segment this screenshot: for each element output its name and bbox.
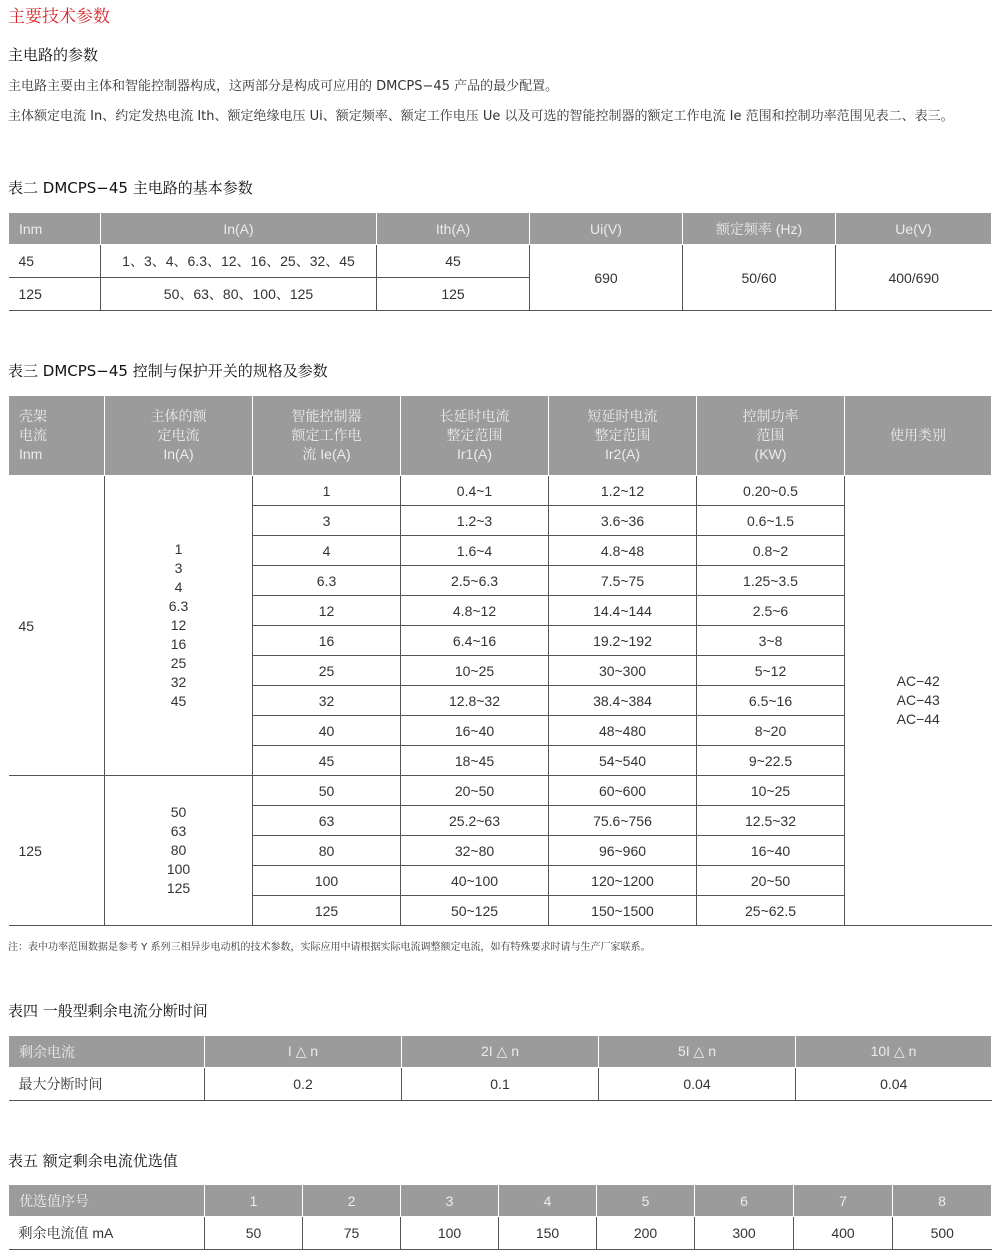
table2-cell: 125 (9, 278, 101, 311)
table2-header-ui: Ui(V) (530, 213, 683, 245)
table5-header: 1 (205, 1185, 303, 1217)
section-title: 主要技术参数 (8, 7, 110, 27)
table3-header-ir2: 短延时电流 整定范围 Ir2(A) (549, 396, 697, 476)
table3-header-category: 使用类别 (845, 396, 992, 476)
table3-in-values-cell (105, 776, 253, 926)
table3-in-value: 32 (170, 674, 187, 690)
table3-cell: 19.2~192 (549, 626, 697, 656)
table4-header-row (9, 1036, 992, 1068)
table3-in-value: 25 (170, 655, 187, 671)
table4-header: 10I △ n (796, 1036, 992, 1068)
table3-cell: 3 (253, 506, 401, 536)
table3-cell: 125 (253, 896, 401, 926)
table5-header: 5 (597, 1185, 695, 1217)
table3-cell: 12 (253, 596, 401, 626)
table3-in-value: 1 (174, 541, 183, 557)
table3-cell: 48~480 (549, 716, 697, 746)
table3-cell: 0.8~2 (697, 536, 845, 566)
table4-title: 表四 一般型剩余电流分断时间 (8, 1002, 208, 1020)
table3-title: 表三 DMCPS−45 控制与保护开关的规格及参数 (8, 362, 328, 380)
table2 (8, 212, 992, 311)
table5-header: 3 (401, 1185, 499, 1217)
table3-cell: 4.8~48 (549, 536, 697, 566)
table3-category-value: AC−42 (896, 673, 940, 689)
table5-cell: 500 (893, 1217, 992, 1250)
table2-header-ith: Ith(A) (377, 213, 530, 245)
table3-header-in: 主体的额 定电流 In(A) (105, 396, 253, 476)
table5-cell: 50 (205, 1217, 303, 1250)
table3-category-value: AC−44 (896, 711, 940, 727)
table2-ui-value: 690 (530, 245, 683, 311)
table5-title: 表五 额定剩余电流优选值 (8, 1152, 178, 1170)
table4-header: I △ n (205, 1036, 402, 1068)
table5-cell: 400 (794, 1217, 893, 1250)
table5-header-row (9, 1185, 992, 1217)
table2-ue-value: 400/690 (836, 245, 992, 311)
table5-header: 2 (303, 1185, 401, 1217)
table2-cell: 125 (377, 278, 530, 311)
table3-cell: 1.25~3.5 (697, 566, 845, 596)
table3-in-value: 125 (166, 880, 191, 896)
table3-cell: 50~125 (401, 896, 549, 926)
table3-cell: 1.2~3 (401, 506, 549, 536)
table2-title: 表二 DMCPS−45 主电路的基本参数 (8, 179, 253, 197)
table3-in-value: 100 (166, 861, 191, 877)
table3-cell: 3.6~36 (549, 506, 697, 536)
table3-cell: 12.8~32 (401, 686, 549, 716)
table3-in-value: 6.3 (168, 598, 189, 614)
intro-paragraph-2: 主体额定电流 In、约定发热电流 Ith、额定绝缘电压 Ui、额定频率、额定工作电压 Ue 以及可选的智能控制器的额定工作电流 Ie 范围和控制功率范围见表二、表三。 (8, 109, 954, 124)
table2-cell: 45 (9, 245, 101, 278)
table5-header: 8 (893, 1185, 992, 1217)
table3-cell: 60~600 (549, 776, 697, 806)
table-note: 注：表中功率范围数据是参考 Y 系列三相异步电动机的技术参数，实际应用中请根据实际电流调整额定电流，如有特殊要求时请与生产厂家联系。 (8, 942, 651, 953)
table3-cell: 120~1200 (549, 866, 697, 896)
table3-cell: 3~8 (697, 626, 845, 656)
table3-cell: 45 (253, 746, 401, 776)
table3-cell: 75.6~756 (549, 806, 697, 836)
table5-cell: 剩余电流值 mA (9, 1217, 205, 1250)
table3-cell: 16~40 (401, 716, 549, 746)
table3-category-value: AC−43 (896, 692, 940, 708)
table3-cell: 12.5~32 (697, 806, 845, 836)
table3-cell: 50 (253, 776, 401, 806)
table4-cell: 最大分断时间 (9, 1068, 205, 1101)
table3-cell: 0.4~1 (401, 476, 549, 506)
table-row (9, 476, 992, 506)
table3-cell: 6.5~16 (697, 686, 845, 716)
table3-cell: 25.2~63 (401, 806, 549, 836)
table-row (9, 1217, 992, 1250)
table3-cell: 14.4~144 (549, 596, 697, 626)
table3-cell: 1.2~12 (549, 476, 697, 506)
table3-inm-cell: 45 (9, 476, 105, 776)
table3-in-values-cell (105, 476, 253, 776)
table3-cell: 1 (253, 476, 401, 506)
table3-cell: 2.5~6.3 (401, 566, 549, 596)
table3-header-ie: 智能控制器 额定工作电 流 Ie(A) (253, 396, 401, 476)
table3-header-row (9, 396, 992, 476)
table3-cell: 40~100 (401, 866, 549, 896)
table5-header: 6 (695, 1185, 794, 1217)
table3-cell: 96~960 (549, 836, 697, 866)
table3-in-value: 50 (170, 804, 187, 820)
table3 (8, 395, 992, 926)
table3-header-inm: 壳架 电流 Inm (9, 396, 105, 476)
table5-header: 7 (794, 1185, 893, 1217)
table3-cell: 32~80 (401, 836, 549, 866)
table3-cell: 150~1500 (549, 896, 697, 926)
table3-cell: 10~25 (401, 656, 549, 686)
table3-cell: 7.5~75 (549, 566, 697, 596)
table4-cell: 0.04 (796, 1068, 992, 1101)
table5 (8, 1184, 992, 1250)
table4-header: 剩余电流 (9, 1036, 205, 1068)
table3-in-value: 80 (170, 842, 187, 858)
table3-cell: 54~540 (549, 746, 697, 776)
table3-cell: 10~25 (697, 776, 845, 806)
table-row (9, 1068, 992, 1101)
table3-category-cell (845, 476, 992, 926)
table3-in-value: 3 (174, 560, 183, 576)
table3-cell: 8~20 (697, 716, 845, 746)
table2-header-inm: Inm (9, 213, 101, 245)
table3-cell: 38.4~384 (549, 686, 697, 716)
table5-cell: 100 (401, 1217, 499, 1250)
table3-cell: 16~40 (697, 836, 845, 866)
table2-header-ue: Ue(V) (836, 213, 992, 245)
table2-header-freq: 额定频率 (Hz) (683, 213, 836, 245)
table4 (8, 1035, 992, 1101)
table5-cell: 200 (597, 1217, 695, 1250)
table4-cell: 0.04 (599, 1068, 796, 1101)
table3-cell: 32 (253, 686, 401, 716)
table3-cell: 20~50 (697, 866, 845, 896)
table3-cell: 6.3 (253, 566, 401, 596)
table4-cell: 0.1 (402, 1068, 599, 1101)
table5-cell: 75 (303, 1217, 401, 1250)
table-row (9, 245, 992, 278)
table3-header-ir1: 长延时电流 整定范围 Ir1(A) (401, 396, 549, 476)
table3-cell: 4 (253, 536, 401, 566)
table4-header: 2I △ n (402, 1036, 599, 1068)
table4-cell: 0.2 (205, 1068, 402, 1101)
table3-cell: 0.6~1.5 (697, 506, 845, 536)
table3-cell: 6.4~16 (401, 626, 549, 656)
table3-cell: 100 (253, 866, 401, 896)
table2-cell: 45 (377, 245, 530, 278)
table3-cell: 4.8~12 (401, 596, 549, 626)
intro-paragraph-1: 主电路主要由主体和智能控制器构成，这两部分是构成可应用的 DMCPS−45 产品的最少配置。 (8, 79, 559, 94)
table3-cell: 20~50 (401, 776, 549, 806)
table5-header: 4 (499, 1185, 597, 1217)
table3-cell: 0.20~0.5 (697, 476, 845, 506)
table2-freq-value: 50/60 (683, 245, 836, 311)
table3-inm-cell: 125 (9, 776, 105, 926)
table3-in-value: 16 (170, 636, 187, 652)
table3-cell: 9~22.5 (697, 746, 845, 776)
table3-cell: 18~45 (401, 746, 549, 776)
table3-cell: 30~300 (549, 656, 697, 686)
table3-cell: 25~62.5 (697, 896, 845, 926)
table3-in-value: 63 (170, 823, 187, 839)
table3-in-value: 4 (174, 579, 183, 595)
table3-cell: 40 (253, 716, 401, 746)
subsection-title: 主电路的参数 (8, 46, 99, 64)
table2-cell: 50、63、80、100、125 (101, 278, 377, 311)
table2-header-in: In(A) (101, 213, 377, 245)
table-row (9, 776, 992, 806)
table3-cell: 2.5~6 (697, 596, 845, 626)
table5-cell: 300 (695, 1217, 794, 1250)
table2-header-row (9, 213, 992, 245)
table3-in-value: 45 (170, 693, 187, 709)
table3-cell: 16 (253, 626, 401, 656)
table2-cell: 1、3、4、6.3、12、16、25、32、45 (101, 245, 377, 278)
table3-cell: 5~12 (697, 656, 845, 686)
table5-header: 优选值序号 (9, 1185, 205, 1217)
table3-cell: 25 (253, 656, 401, 686)
table4-header: 5I △ n (599, 1036, 796, 1068)
table3-cell: 63 (253, 806, 401, 836)
table3-header-power: 控制功率 范围 (KW) (697, 396, 845, 476)
table3-in-value: 12 (170, 617, 187, 633)
table3-cell: 1.6~4 (401, 536, 549, 566)
table5-cell: 150 (499, 1217, 597, 1250)
table3-cell: 80 (253, 836, 401, 866)
